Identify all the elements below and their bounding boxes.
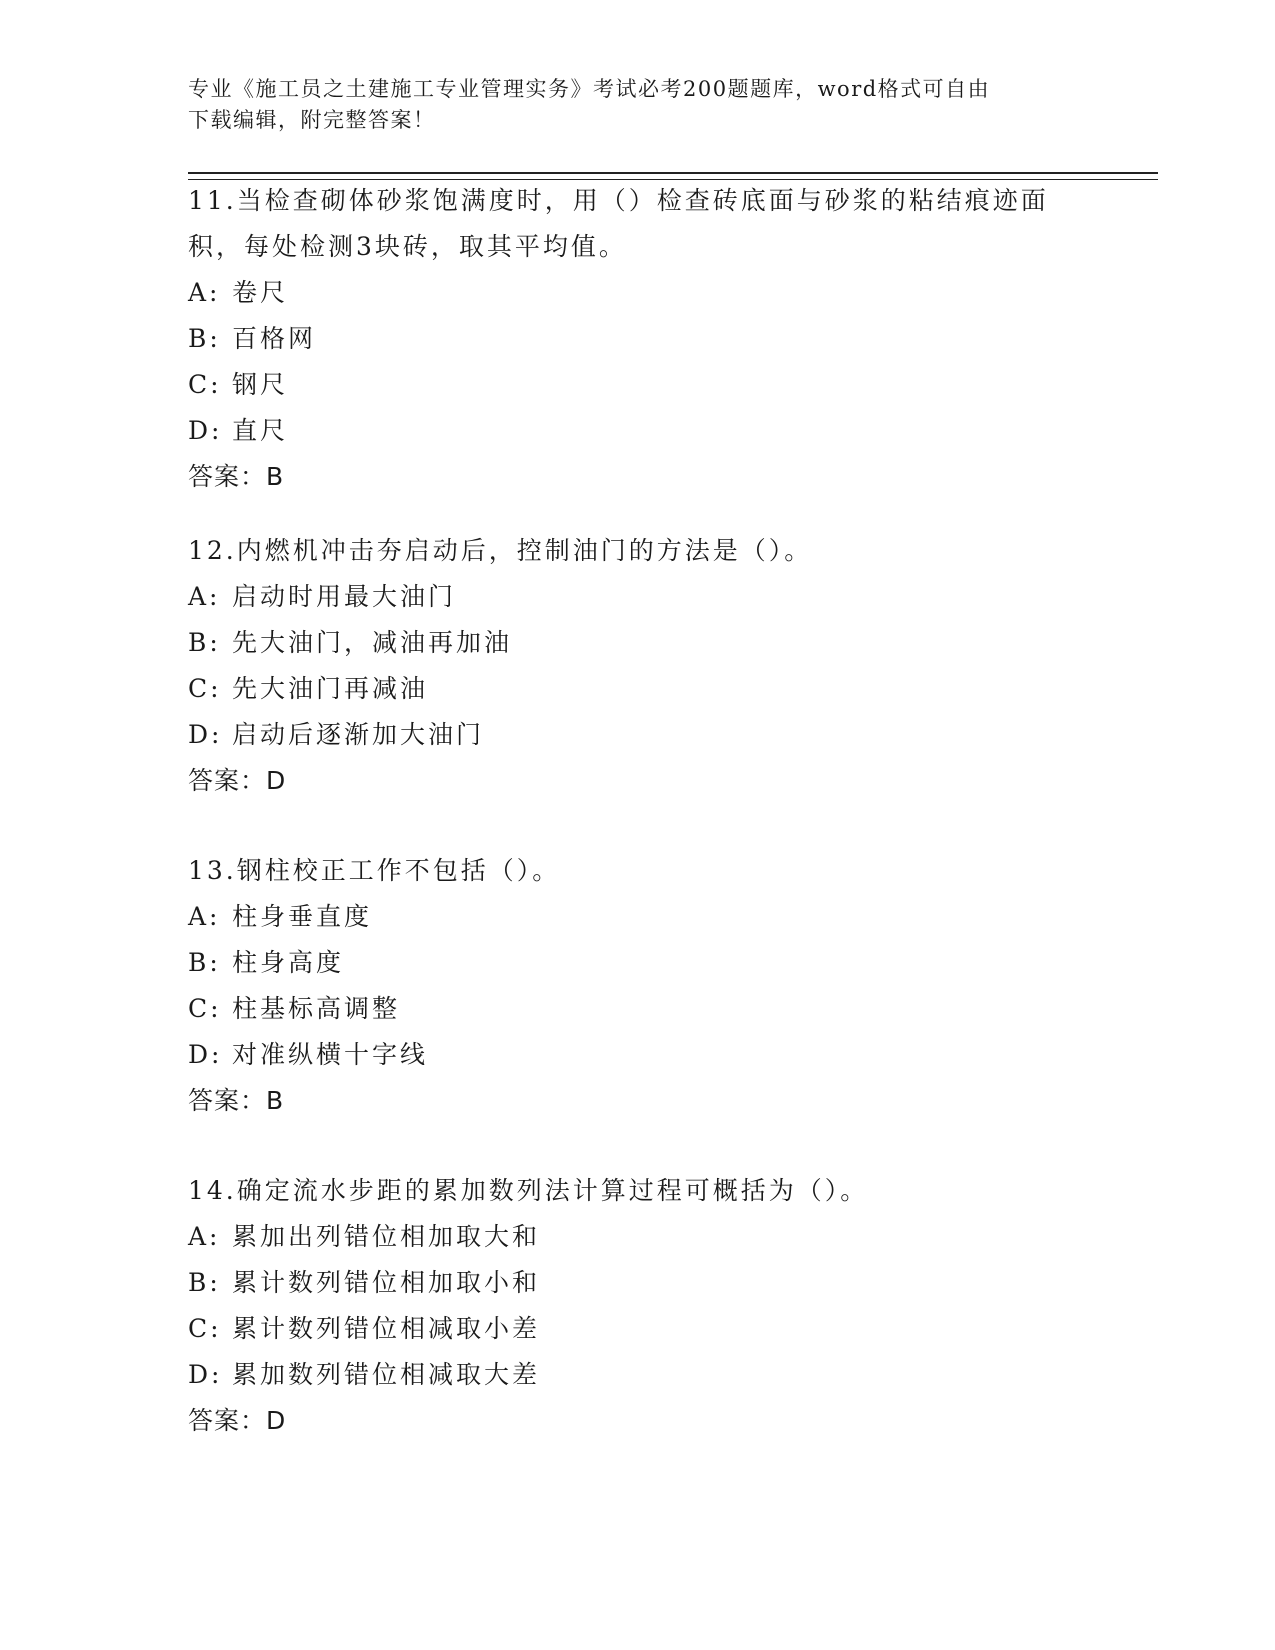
option-key: C: <box>188 370 222 399</box>
option-a <box>188 270 1158 316</box>
option-text: 柱身垂直度 <box>232 902 373 931</box>
option-text: 启动时用最大油门 <box>232 582 457 611</box>
option-text: 累加出列错位相加取大和 <box>232 1222 541 1251</box>
option-key: D: <box>188 1040 223 1069</box>
option-text: 累计数列错位相减取小差 <box>232 1314 541 1343</box>
option-text: 直尺 <box>232 416 289 445</box>
option-key: B: <box>188 324 221 353</box>
option-key: C: <box>188 994 222 1023</box>
answer-line: 答案：D <box>188 1406 287 1435</box>
option-b <box>188 1260 1158 1306</box>
option-c <box>188 362 1158 408</box>
option-d <box>188 1032 1158 1078</box>
question-stem-line: 12.内燃机冲击夯启动后，控制油门的方法是（）。 <box>188 536 813 565</box>
option-c <box>188 666 1158 712</box>
question-stem <box>188 1168 1158 1214</box>
document-page <box>188 74 1158 180</box>
option-key: A: <box>188 582 221 611</box>
answer-line: 答案：B <box>188 1086 285 1115</box>
option-key: A: <box>188 902 221 931</box>
option-b <box>188 620 1158 666</box>
option-text: 对准纵横十字线 <box>232 1040 429 1069</box>
question-stem-line: 14.确定流水步距的累加数列法计算过程可概括为（）。 <box>188 1176 869 1205</box>
question-stem-line: 11.当检查砌体砂浆饱满度时，用（）检查砖底面与砂浆的粘结痕迹面 <box>188 186 1049 215</box>
option-text: 先大油门，减油再加油 <box>232 628 513 657</box>
option-text: 启动后逐渐加大油门 <box>232 720 485 749</box>
question-11 <box>188 178 1158 500</box>
option-d <box>188 712 1158 758</box>
option-key: A: <box>188 278 221 307</box>
question-13 <box>188 848 1158 1124</box>
answer-line: 答案：B <box>188 462 285 491</box>
option-text: 百格网 <box>232 324 317 353</box>
option-text: 柱基标高调整 <box>232 994 401 1023</box>
document-header <box>188 74 1068 136</box>
option-b <box>188 316 1158 362</box>
option-key: D: <box>188 1360 223 1389</box>
question-12 <box>188 528 1158 804</box>
option-text: 累计数列错位相加取小和 <box>232 1268 541 1297</box>
option-text: 钢尺 <box>232 370 289 399</box>
option-key: A: <box>188 1222 221 1251</box>
answer-line: 答案：D <box>188 766 287 795</box>
header-line-2: 下载编辑，附完整答案！ <box>188 108 436 132</box>
question-stem-line: 13.钢柱校正工作不包括（）。 <box>188 856 561 885</box>
question-stem <box>188 848 1158 894</box>
option-text: 卷尺 <box>232 278 289 307</box>
option-key: B: <box>188 628 221 657</box>
option-key: B: <box>188 1268 221 1297</box>
option-c <box>188 986 1158 1032</box>
question-stem-line: 积，每处检测3块砖，取其平均值。 <box>188 232 627 261</box>
option-c <box>188 1306 1158 1352</box>
option-text: 柱身高度 <box>232 948 345 977</box>
option-key: C: <box>188 674 222 703</box>
question-14 <box>188 1168 1158 1444</box>
option-d <box>188 408 1158 454</box>
option-text: 先大油门再减油 <box>232 674 429 703</box>
option-key: B: <box>188 948 221 977</box>
header-line-1: 专业《施工员之土建施工专业管理实务》考试必考200题题库，word格式可自由 <box>188 77 991 101</box>
option-text: 累加数列错位相减取大差 <box>232 1360 541 1389</box>
question-stem <box>188 528 1158 574</box>
option-a <box>188 574 1158 620</box>
option-a <box>188 1214 1158 1260</box>
question-stem <box>188 178 1158 270</box>
option-a <box>188 894 1158 940</box>
option-key: D: <box>188 416 223 445</box>
option-d <box>188 1352 1158 1398</box>
option-b <box>188 940 1158 986</box>
option-key: C: <box>188 1314 222 1343</box>
option-key: D: <box>188 720 223 749</box>
